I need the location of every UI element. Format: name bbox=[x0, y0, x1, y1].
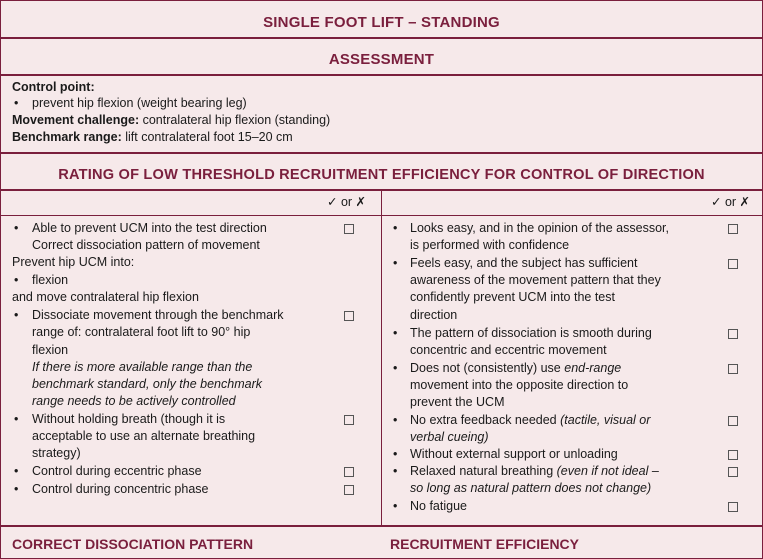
criterion-text: Without holding breath (though it is bbox=[32, 412, 226, 426]
bullet-icon: • bbox=[393, 256, 398, 270]
control-point-label: Control point: bbox=[12, 80, 95, 94]
movement-challenge-value: contralateral hip flexion (standing) bbox=[139, 113, 331, 127]
criterion-text: Correct dissociation pattern of movement bbox=[32, 238, 260, 252]
bullet-icon: • bbox=[393, 326, 398, 340]
check-or-cross-label-left: ✓ or ✗ bbox=[327, 195, 367, 209]
bullet-icon: • bbox=[14, 464, 19, 478]
bullet-icon: • bbox=[14, 308, 19, 322]
divider bbox=[1, 152, 762, 154]
movement-challenge-label: Movement challenge: bbox=[12, 113, 140, 127]
criterion-text bbox=[410, 360, 621, 378]
criterion-text-emphasis: so long as natural pattern does not change) bbox=[410, 481, 652, 495]
criterion-text: Looks easy, and in the opinion of the assessor, bbox=[410, 221, 669, 235]
bullet-icon: • bbox=[14, 96, 19, 110]
bullet-icon: • bbox=[393, 499, 398, 513]
criterion-text-emphasis: (tactile, visual or bbox=[560, 413, 651, 427]
bullet-icon: • bbox=[14, 273, 19, 287]
benchmark-label: Benchmark range: bbox=[12, 130, 122, 144]
assessment-heading: ASSESSMENT bbox=[328, 51, 435, 68]
criterion-text: Control during concentric phase bbox=[32, 482, 209, 496]
divider bbox=[1, 525, 762, 527]
criterion-text: Control during eccentric phase bbox=[32, 464, 202, 478]
criterion-text: strategy) bbox=[32, 446, 81, 460]
checkbox[interactable] bbox=[728, 467, 738, 477]
checkbox[interactable] bbox=[344, 485, 354, 495]
bullet-icon: • bbox=[393, 447, 398, 461]
bullet-icon: • bbox=[14, 412, 19, 426]
checkbox[interactable] bbox=[344, 311, 354, 321]
criterion-text: Without external support or unloading bbox=[410, 447, 618, 461]
criterion-text: Dissociate movement through the benchmark bbox=[32, 308, 284, 322]
criterion-text: Able to prevent UCM into the test direction bbox=[32, 221, 267, 235]
rating-heading: RATING OF LOW THRESHOLD RECRUITMENT EFFICIENCY FOR CONTROL OF DIRECTION bbox=[58, 167, 705, 183]
divider bbox=[1, 37, 762, 39]
criterion-text: Feels easy, and the subject has sufficient bbox=[410, 256, 638, 270]
checkbox[interactable] bbox=[728, 329, 738, 339]
bullet-icon: • bbox=[393, 464, 398, 478]
criterion-text: movement into the opposite direction to bbox=[410, 378, 629, 392]
bullet-icon: • bbox=[393, 361, 398, 375]
movement-challenge bbox=[12, 112, 330, 130]
criterion-text-emphasis: verbal cueing) bbox=[410, 430, 489, 444]
criterion-text bbox=[410, 463, 659, 481]
checkbox[interactable] bbox=[728, 502, 738, 512]
bullet-icon: • bbox=[14, 482, 19, 496]
bullet-icon: • bbox=[393, 221, 398, 235]
criterion-text-emphasis: end-range bbox=[564, 361, 622, 375]
column-divider bbox=[381, 190, 382, 526]
criterion-text: and move contralateral hip flexion bbox=[12, 290, 199, 304]
criterion-text: awareness of the movement pattern that they bbox=[410, 273, 661, 287]
criterion-note: benchmark standard, only the benchmark bbox=[32, 377, 262, 391]
criterion-text: flexion bbox=[32, 343, 69, 357]
divider bbox=[1, 74, 762, 76]
checkbox[interactable] bbox=[728, 259, 738, 269]
criterion-text: confidently prevent UCM into the test bbox=[410, 290, 615, 304]
checkbox[interactable] bbox=[728, 224, 738, 234]
footer-correct-dissociation: CORRECT DISSOCIATION PATTERN bbox=[12, 536, 254, 552]
checkbox[interactable] bbox=[344, 467, 354, 477]
criterion-text: Prevent hip UCM into: bbox=[12, 255, 135, 269]
criterion-text-part: No extra feedback needed bbox=[410, 413, 561, 427]
criterion-text: direction bbox=[410, 308, 458, 322]
criterion-text: flexion bbox=[32, 273, 69, 287]
footer-recruitment-efficiency: RECRUITMENT EFFICIENCY bbox=[390, 536, 579, 552]
bullet-icon: • bbox=[14, 221, 19, 235]
criterion-text: is performed with confidence bbox=[410, 238, 570, 252]
check-or-cross-label-right: ✓ or ✗ bbox=[711, 195, 751, 209]
checkbox[interactable] bbox=[344, 415, 354, 425]
benchmark-range bbox=[12, 129, 293, 147]
criterion-text: prevent the UCM bbox=[410, 395, 505, 409]
criterion-text: acceptable to use an alternate breathing bbox=[32, 429, 256, 443]
criterion-text: The pattern of dissociation is smooth during bbox=[410, 326, 652, 340]
criterion-note: range needs to be actively controlled bbox=[32, 394, 236, 408]
checkbox[interactable] bbox=[728, 416, 738, 426]
checkbox[interactable] bbox=[344, 224, 354, 234]
criterion-note: If there is more available range than the bbox=[32, 360, 253, 374]
bullet-icon: • bbox=[393, 413, 398, 427]
criterion-text: No fatigue bbox=[410, 499, 467, 513]
checkbox[interactable] bbox=[728, 364, 738, 374]
control-point-item: prevent hip flexion (weight bearing leg) bbox=[32, 96, 247, 110]
criterion-text bbox=[410, 412, 650, 430]
checkbox[interactable] bbox=[728, 450, 738, 460]
benchmark-value: lift contralateral foot 15–20 cm bbox=[121, 130, 293, 144]
criterion-text-part: Relaxed natural breathing bbox=[410, 464, 557, 478]
criterion-text: concentric and eccentric movement bbox=[410, 343, 607, 357]
criterion-text-emphasis: (even if not ideal – bbox=[556, 464, 659, 478]
criterion-text: range of: contralateral foot lift to 90° hip bbox=[32, 325, 251, 339]
page-title: SINGLE FOOT LIFT – STANDING bbox=[263, 14, 500, 31]
criterion-text-part: Does not (consistently) use bbox=[410, 361, 565, 375]
